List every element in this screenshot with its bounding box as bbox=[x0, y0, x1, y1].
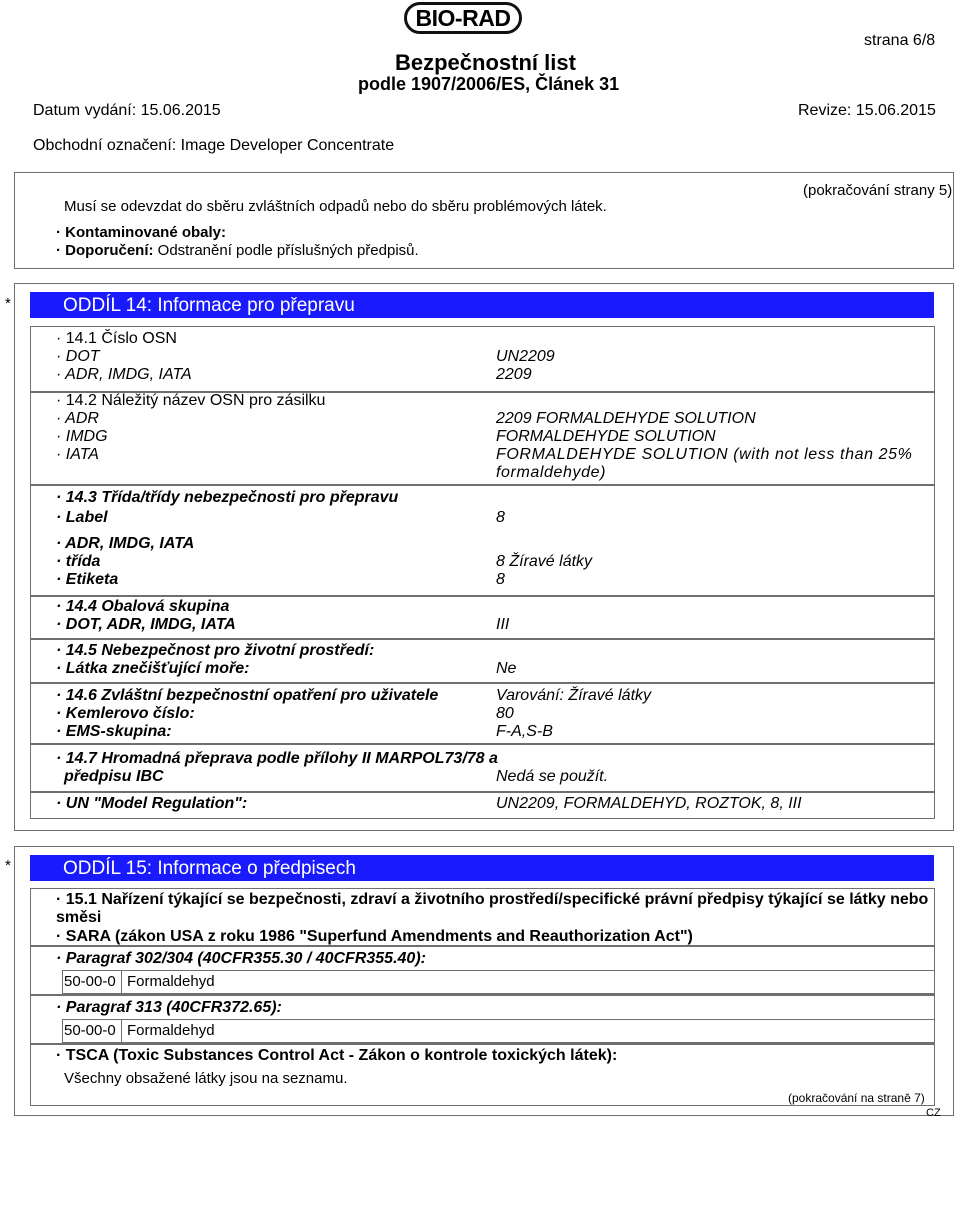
paragraph-302-heading: · Paragraf 302/304 (40CFR355.30 / 40CFR355.40): bbox=[56, 950, 426, 967]
packing-group-value: III bbox=[496, 616, 510, 633]
section-14-title: ODDÍL 14: Informace pro přepravu bbox=[63, 295, 355, 316]
recommendation-text: Odstranění podle příslušných předpisů. bbox=[157, 242, 419, 259]
regulations-heading: · 15.1 Nařízení týkající se bezpečnosti, zdraví a životního prostředí/specifické právní předpisy týkající se látky nebo směsi bbox=[56, 891, 929, 926]
ems-value: F-A,S-B bbox=[496, 723, 553, 740]
adr-label: · ADR bbox=[56, 410, 99, 427]
document-title: Bezpečnostní list bbox=[395, 50, 576, 75]
section-15-change-marker: * bbox=[5, 857, 11, 874]
bulk-transport-value: Nedá se použít. bbox=[496, 768, 609, 785]
contaminated-packaging-heading: · Kontaminované obaly: bbox=[56, 224, 227, 241]
paragraph-313-cas: 50-00-0 bbox=[64, 1022, 116, 1039]
ems-label: · EMS-skupina: bbox=[56, 723, 172, 740]
paragraph-313-heading: · Paragraf 313 (40CFR372.65): bbox=[56, 999, 282, 1016]
adr-value: 2209 FORMALDEHYDE SOLUTION bbox=[496, 410, 756, 427]
table-divider bbox=[121, 970, 122, 994]
label-label: · Label bbox=[56, 509, 108, 526]
paragraph-313-substance: Formaldehyd bbox=[127, 1022, 215, 1039]
un-number-heading: · 14.1 Číslo OSN bbox=[56, 330, 177, 347]
sara-heading: · SARA (zákon USA z roku 1986 "Superfund Amendments and Reauthorization Act") bbox=[56, 928, 693, 945]
disposal-text: Musí se odevzdat do sběru zvláštních odpadů nebo do sběru problémových látek. bbox=[64, 198, 607, 215]
continued-from: (pokračování strany 5) bbox=[803, 182, 953, 199]
marine-pollutant-label: · Látka znečišťující moře: bbox=[56, 660, 250, 677]
packing-group-label: · DOT, ADR, IMDG, IATA bbox=[56, 616, 236, 633]
issue-date: Datum vydání: 15.06.2015 bbox=[33, 102, 221, 119]
iata-label: · IATA bbox=[56, 446, 99, 463]
recommendation-label: · Doporučení: bbox=[56, 242, 154, 259]
page-number: strana 6/8 bbox=[864, 32, 936, 49]
trade-name: Obchodní označení: Image Developer Concentrate bbox=[33, 137, 395, 154]
recommendation-row bbox=[56, 242, 419, 259]
logo-text: BIO-RAD bbox=[415, 5, 511, 31]
bulk-transport-heading-line1: · 14.7 Hromadná přeprava podle přílohy II MARPOL73/78 a bbox=[56, 750, 498, 767]
special-precautions-heading: · 14.6 Zvláštní bezpečnostní opatření pro uživatele bbox=[56, 687, 439, 704]
un-model-value: UN2209, FORMALDEHYD, ROZTOK, 8, III bbox=[496, 795, 802, 812]
continued-next: (pokračování na straně 7) bbox=[788, 1091, 925, 1105]
paragraph-302-cas: 50-00-0 bbox=[64, 973, 116, 990]
dot-value: UN2209 bbox=[496, 348, 555, 365]
bulk-transport-heading-line2: předpisu IBC bbox=[64, 768, 164, 785]
kemler-label: · Kemlerovo číslo: bbox=[56, 705, 195, 722]
imdg-label: · IMDG bbox=[56, 428, 108, 445]
adr-imdg-iata-class-heading: · ADR, IMDG, IATA bbox=[56, 535, 195, 552]
special-precautions-value: Varování: Žíravé látky bbox=[496, 687, 652, 704]
section-14-change-marker: * bbox=[5, 295, 11, 312]
label-value: 8 bbox=[496, 509, 505, 526]
adr-imdg-iata-value: 2209 bbox=[496, 366, 532, 383]
packing-group-heading: · 14.4 Obalová skupina bbox=[56, 598, 230, 615]
iata-value: FORMALDEHYDE SOLUTION (with not less than 25% formaldehyde) bbox=[496, 446, 913, 481]
table-divider bbox=[121, 1019, 122, 1043]
marine-pollutant-value: Ne bbox=[496, 660, 517, 677]
class-label: · třída bbox=[56, 553, 101, 570]
shipping-name-heading: · 14.2 Náležitý název OSN pro zásilku bbox=[56, 392, 326, 409]
bio-rad-logo bbox=[404, 2, 522, 34]
tsca-text: Všechny obsažené látky jsou na seznamu. bbox=[64, 1070, 348, 1087]
etiketa-label: · Etiketa bbox=[56, 571, 119, 588]
un-model-label: · UN "Model Regulation": bbox=[56, 795, 248, 812]
etiketa-value: 8 bbox=[496, 571, 505, 588]
adr-imdg-iata-label: · ADR, IMDG, IATA bbox=[56, 366, 192, 383]
revision-date: Revize: 15.06.2015 bbox=[798, 102, 936, 119]
tsca-heading: · TSCA (Toxic Substances Control Act - Zákon o kontrole toxických látek): bbox=[56, 1047, 618, 1064]
environment-heading: · 14.5 Nebezpečnost pro životní prostředí: bbox=[56, 642, 375, 659]
language-code: CZ bbox=[926, 1107, 941, 1119]
kemler-value: 80 bbox=[496, 705, 514, 722]
paragraph-302-substance: Formaldehyd bbox=[127, 973, 215, 990]
section-15-title: ODDÍL 15: Informace o předpisech bbox=[63, 858, 356, 879]
document-subtitle: podle 1907/2006/ES, Článek 31 bbox=[358, 74, 620, 94]
imdg-value: FORMALDEHYDE SOLUTION bbox=[496, 428, 716, 445]
class-value: 8 Žíravé látky bbox=[496, 553, 593, 570]
dot-label: · DOT bbox=[56, 348, 100, 365]
hazard-class-heading: · 14.3 Třída/třídy nebezpečnosti pro přepravu bbox=[56, 489, 399, 506]
